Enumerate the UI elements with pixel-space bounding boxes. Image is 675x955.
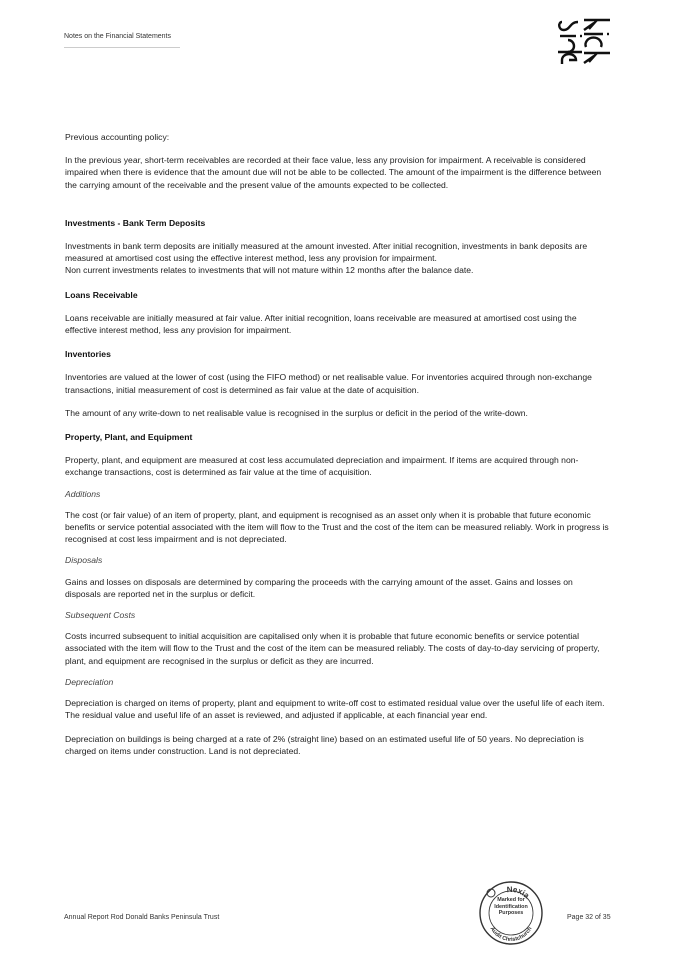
stamp-brand: Nexia — [506, 884, 532, 901]
inventories-text: Inventories are valued at the lower of cost (using the FIFO method) or net realisable value. For inventories acquired through non-exchange transactions, initial measurement of cost is determined as fair value at the date of acquisition. — [65, 372, 592, 395]
loans-text: Loans receivable are initially measured at fair value. After initial recognition, loans receivable are measured at amortised cost using the effective interest method, less any provision for impairment. — [65, 312, 577, 336]
footer-report-title: Annual Report Rod Donald Banks Peninsula Trust — [64, 914, 220, 921]
notes-content — [65, 131, 610, 757]
header-section-title: Notes on the Financial Statements — [64, 33, 172, 40]
stamp-text: Marked for Identification Purposes — [494, 897, 528, 917]
additions-text: The cost (or fair value) of an item of property, plant, and equipment is recognised as an asset only when it is probable that future economic benefits or service potential associated with the item will flow to the Trust and the cost of the item can be measured reliably. Work in progress is recognised at cost less impairment and is not depreciated. — [65, 509, 609, 545]
subsequent-costs-text: Costs incurred subsequent to initial acquisition are capitalised only when it is probable that future economic benefits or service potential associated with the item will flow to the Trust and the cost of the item can be measured reliably. The costs of day-to-day servicing of property, plant, and equipment are recognised in the surplus or deficit as they are incurred. — [65, 631, 600, 666]
investments-heading: Investments - Bank Term Deposits — [65, 217, 206, 228]
investments-text: Investments in bank term deposits are initially measured at the amount invested. After initial recognition, investments in bank deposits are measured at amortised cost using the effective interest method, less any provision for impairment. — [65, 241, 588, 264]
depreciation-heading: Depreciation — [65, 676, 114, 687]
depreciation-text-2: Depreciation on buildings is being charged at a rate of 2% (straight line) based on an estimated useful life of 50 years. No depreciation is charged on items under construction. Land is not depreciated. — [65, 733, 584, 756]
depreciation-text: Depreciation is charged on items of property, plant and equipment to write-off cost to estimated residual value over the useful life of each item. The residual value and useful life of an asset is reviewed, and adjusted if applicable, at each financial year end. — [65, 698, 605, 721]
disposals-heading: Disposals — [65, 555, 103, 566]
previous-policy-text: In the previous year, short-term receivables are recorded at their face value, less any provision for impairment. A receivable is considered impaired when there is evidence that the amount due will not be able to be collected. The amount of the impairment is the difference between the carrying amount of the receivable and the present value of the amounts expected to be collected. — [65, 155, 602, 190]
previous-policy-label: Previous accounting policy: — [65, 132, 170, 142]
inventories-text-2: The amount of any write-down to net realisable value is recognised in the surplus or deficit in the period of the write-down. — [65, 407, 528, 418]
stamp-location: Audit Christchurch — [488, 926, 534, 944]
ppe-heading: Property, Plant, and Equipment — [65, 432, 193, 443]
ppe-text: Property, plant, and equipment are measured at cost less accumulated depreciation and impairment. If items are acquired through non-exchange transactions, cost is determined as fair value at the time of acquisition. — [65, 455, 579, 478]
page-number: Page 32 of 35 — [567, 914, 611, 921]
header-divider — [64, 47, 180, 48]
investments-text-2: Non current investments relates to investments that will not mature within 12 months after the balance date. — [65, 265, 474, 276]
additions-heading: Additions — [65, 488, 101, 499]
inventories-heading: Inventories — [65, 349, 111, 360]
kick-side-logo — [556, 16, 612, 78]
disposals-text: Gains and losses on disposals are determined by comparing the proceeds with the carrying amount of the asset. Gains and losses on disposals are reported net in the surplus or deficit. — [65, 576, 573, 599]
loans-heading: Loans Receivable — [65, 289, 138, 300]
nexia-audit-stamp — [478, 880, 544, 946]
subsequent-costs-heading: Subsequent Costs — [65, 610, 136, 621]
